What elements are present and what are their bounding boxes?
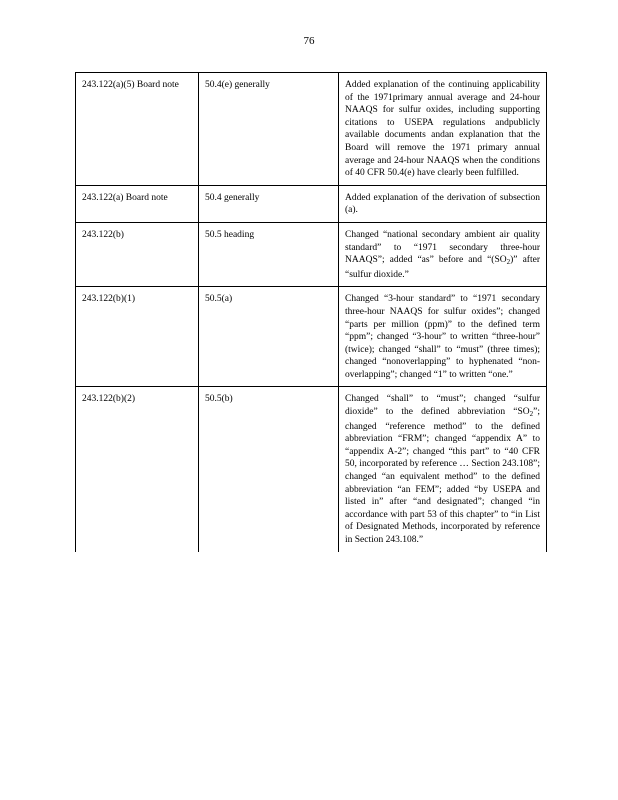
reference-cell: 50.5(b) <box>199 387 339 552</box>
subscript: 2 <box>529 410 534 419</box>
reference-cell: 50.5(a) <box>199 287 339 387</box>
table-row <box>76 222 547 286</box>
change-cell <box>339 387 547 552</box>
section-cell: 243.122(a) Board note <box>76 185 199 222</box>
change-text: Changed “national secondary ambient air quality standard” to “1971 secondary three-hour NAAQS”; added “as” before and “(SO <box>345 229 540 266</box>
subscript: 2 <box>506 258 511 267</box>
reference-cell: 50.4(e) generally <box>199 73 339 186</box>
change-cell: Added explanation of the continuing applicability of the 1971primary annual average and 24-hour NAAQS for sulfur oxides, including supporting citations to USEPA regulations andpublicly available documents andan explanation that the Board will remove the 1971 primary annual average and 24-hour NAAQS when the conditions of 40 CFR 50.4(e) have clearly been fulfilled. <box>339 73 547 186</box>
change-cell: Changed “3-hour standard” to “1971 secondary three-hour NAAQS for sulfur oxides”; changed “parts per million (ppm)” to the defined term “ppm”; changed “3-hour” to written “three-hour” (twice); changed “shall” to “must” (three times); changed “nonoverlapping” to hyphenated “non-overlapping”; changed “1” to written “one.” <box>339 287 547 387</box>
amendments-table <box>75 72 547 552</box>
change-cell: Added explanation of the derivation of subsection (a). <box>339 185 547 222</box>
table-row <box>76 387 547 552</box>
change-text: ”; changed “reference method” to the defined abbreviation “FRM”; changed “appendix A” to “appendix A-2”; changed “this part” to “40 CFR 50, incorporated by reference … Section 243.108”; changed “an equivalent method” to the defined abbreviation “an FEM”; added “by USEPA and listed in” after “and designated”; changed “in accordance with part 53 of this chapter” to “in List of Designated Methods, incorporated by reference in Section 243.108.” <box>345 407 540 545</box>
section-cell: 243.122(b)(2) <box>76 387 199 552</box>
reference-cell: 50.5 heading <box>199 222 339 286</box>
change-text: Changed “shall” to “must”; changed “sulfur dioxide” to the defined abbreviation “SO <box>345 394 540 418</box>
table-row <box>76 287 547 387</box>
section-cell: 243.122(a)(5) Board note <box>76 73 199 186</box>
section-cell: 243.122(b) <box>76 222 199 286</box>
reference-cell: 50.4 generally <box>199 185 339 222</box>
section-cell: 243.122(b)(1) <box>76 287 199 387</box>
table-row <box>76 73 547 186</box>
page-number: 76 <box>303 35 315 47</box>
change-text: )” after “sulfur dioxide.” <box>345 255 540 280</box>
change-cell <box>339 222 547 286</box>
table-row <box>76 185 547 222</box>
